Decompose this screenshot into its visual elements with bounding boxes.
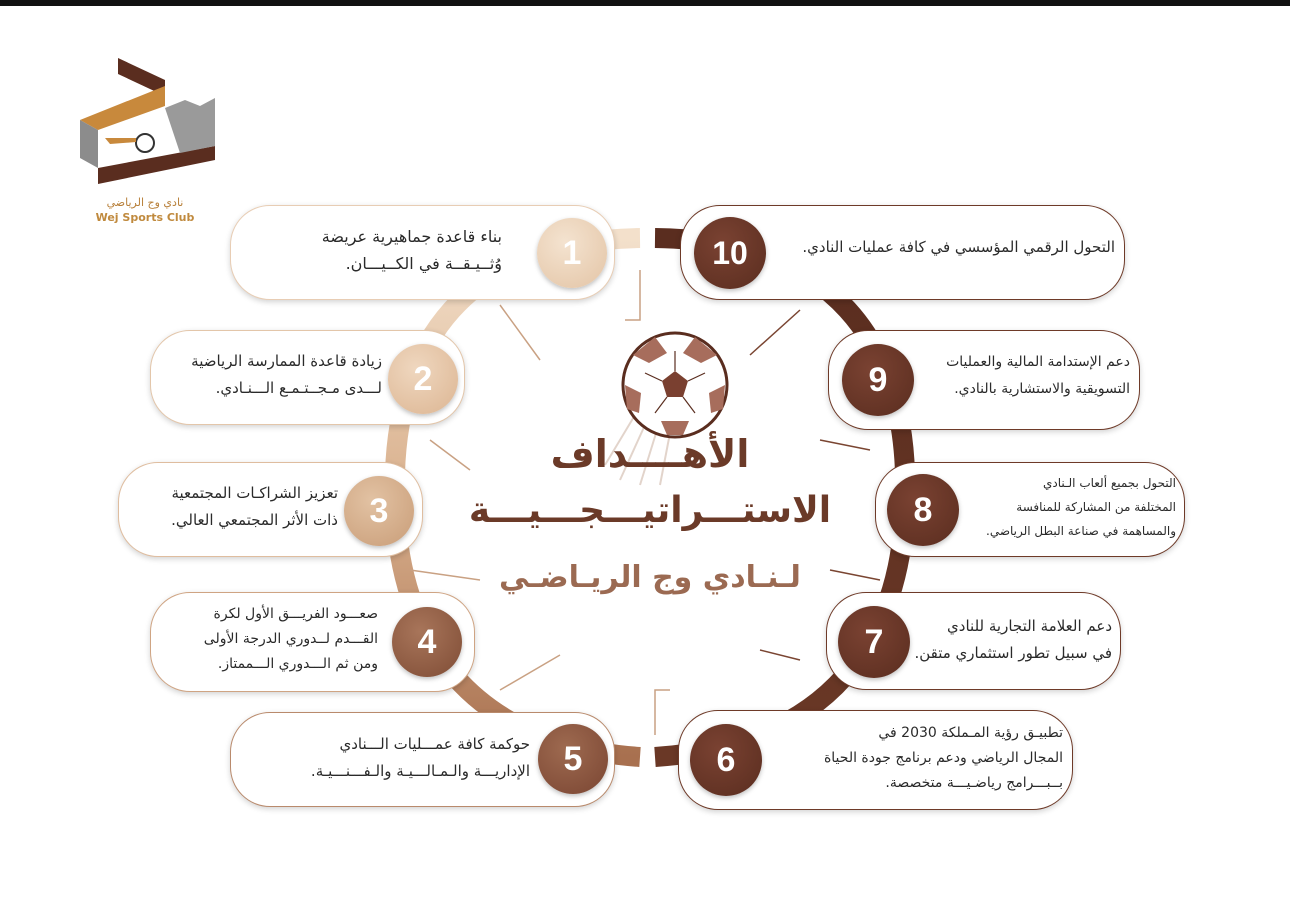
goal-2-line-1: زيادة قاعدة الممارسة الرياضية <box>191 352 382 370</box>
goal-4-line-2: القـــدم لــدوري الدرجة الأولى <box>203 631 378 647</box>
logo-name-arabic: نادي وج الرياضي <box>106 196 184 209</box>
goal-8-line-2: المختلفة من المشاركة للمنافسة <box>1016 500 1176 514</box>
goal-1-number-badge: 1 <box>537 218 607 288</box>
goal-7-line-1: دعم العلامة التجارية للنادي <box>947 617 1112 635</box>
logo-name-english: Wej Sports Club <box>95 211 195 224</box>
goal-6-line-3: بــبـــرامج رياضـيـــة متخصصة. <box>885 775 1063 791</box>
goal-3-line-2: ذات الأثر المجتمعي العالي. <box>171 511 338 529</box>
goal-7-number-badge: 7 <box>838 606 910 678</box>
goal-7-line-2: في سبيل تطور استثماري متقن. <box>914 644 1112 662</box>
goal-1-line-2: وُثــيـقــة في الكــيـــان. <box>345 254 502 273</box>
goal-6-line-2: المجال الرياضي ودعم برنامج جودة الحياة <box>823 750 1063 766</box>
goal-3-number-badge: 3 <box>344 476 414 546</box>
goal-9-line-2: التسويقية والاستشارية بالنادي. <box>954 381 1130 397</box>
goal-10-number-badge: 10 <box>694 217 766 289</box>
goal-3-line-1: تعزيز الشراكـات المجتمعية <box>171 484 338 502</box>
goal-9-number-badge: 9 <box>842 344 914 416</box>
goal-8-line-1: التحول بجميع ألعاب الـنادي <box>1042 476 1176 490</box>
goal-9-line-1: دعم الإستدامة المالية والعمليات <box>946 354 1130 370</box>
goal-2-line-2: لـــدى مـجــتـمـع الـــنـادي. <box>215 379 382 397</box>
goal-10-line-1: التحول الرقمي المؤسسي في كافة عمليات النادي. <box>802 238 1115 256</box>
title-line-1: الأهــــداف <box>550 432 750 476</box>
title-line-3: لـنـادي وج الريـاضـي <box>499 560 801 595</box>
goal-4-number-badge: 4 <box>392 607 462 677</box>
goal-4-line-3: ومن ثم الـــدوري الـــممتاز. <box>217 656 378 672</box>
goal-2-number-badge: 2 <box>388 344 458 414</box>
goal-6-line-1: تطبيـق رؤية المـملكة 2030 في <box>878 725 1063 741</box>
goal-6-number-badge: 6 <box>690 724 762 796</box>
goal-5-number-badge: 5 <box>538 724 608 794</box>
goal-4-line-1: صعـــود الفريـــق الأول لكرة <box>213 606 378 622</box>
goal-5-line-2: الإداريـــة والـمـالـــيـة والـفـــنـــيـة. <box>310 762 530 780</box>
goal-5-line-1: حوكمة كافة عمـــليات الـــنادي <box>339 735 530 753</box>
goal-1-line-1: بناء قاعدة جماهيرية عريضة <box>321 227 502 246</box>
goal-8-number-badge: 8 <box>887 474 959 546</box>
goal-8-line-3: والمساهمة في صناعة البطل الرياضي. <box>986 524 1176 538</box>
title-line-2: الاستـــراتيـــجـــيـــة <box>468 490 832 531</box>
